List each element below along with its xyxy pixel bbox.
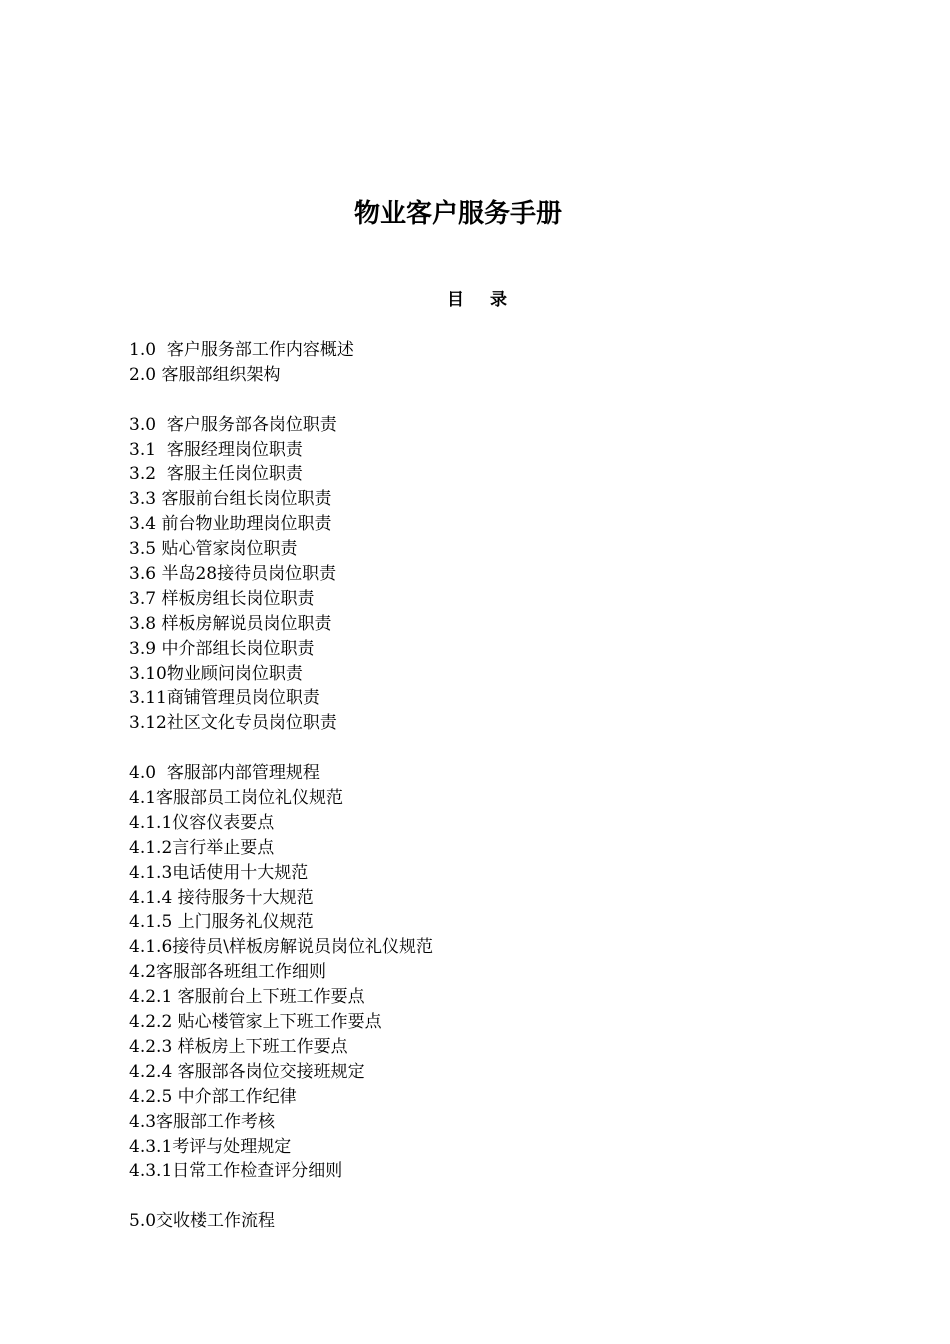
toc-entry: 4.2.1 客服前台上下班工作要点 <box>129 987 365 1008</box>
toc-heading: 目 录 <box>447 290 517 310</box>
toc-entry: 4.2客服部各班组工作细则 <box>129 962 327 983</box>
toc-entry: 3.6 半岛28接待员岗位职责 <box>129 564 337 585</box>
toc-entry: 3.1 客服经理岗位职责 <box>129 439 303 460</box>
toc-entry: 4.2.4 客服部各岗位交接班规定 <box>129 1061 365 1082</box>
toc-entry: 4.2.2 贴心楼管家上下班工作要点 <box>129 1012 382 1033</box>
toc-entry: 4.1.5 上门服务礼仪规范 <box>129 912 314 933</box>
toc-entry: 4.1.6接待员\样板房解说员岗位礼仪规范 <box>129 937 433 958</box>
toc-entry: 4.1.2言行举止要点 <box>129 837 275 858</box>
toc-entry: 3.12社区文化专员岗位职责 <box>129 713 337 734</box>
toc-entry: 2.0 客服部组织架构 <box>129 364 281 385</box>
toc-entry: 4.3.1日常工作检查评分细则 <box>129 1161 343 1182</box>
toc-entry: 4.3.1考评与处理规定 <box>129 1136 292 1157</box>
toc-entry: 4.2.5 中介部工作纪律 <box>129 1086 297 1107</box>
toc-entry: 4.1.1仪容仪表要点 <box>129 812 275 833</box>
toc-entry: 4.3客服部工作考核 <box>129 1111 276 1132</box>
document-title: 物业客户服务手册 <box>353 199 562 229</box>
toc-entry: 3.9 中介部组长岗位职责 <box>129 638 315 659</box>
toc-entry: 4.0 客服部内部管理规程 <box>129 763 320 784</box>
toc-entry: 3.8 样板房解说员岗位职责 <box>129 613 332 634</box>
toc-entry: 4.1客服部员工岗位礼仪规范 <box>129 788 344 809</box>
table-of-contents <box>129 338 849 1234</box>
toc-entry: 3.10物业顾问岗位职责 <box>129 663 303 684</box>
toc-entry: 3.3 客服前台组长岗位职责 <box>129 489 332 510</box>
toc-entry: 3.2 客服主任岗位职责 <box>129 464 303 485</box>
toc-entry: 3.11商铺管理员岗位职责 <box>129 688 320 709</box>
toc-entry: 3.4 前台物业助理岗位职责 <box>129 514 332 535</box>
toc-entry: 3.0 客户服务部各岗位职责 <box>129 414 337 435</box>
toc-entry: 4.1.4 接待服务十大规范 <box>129 887 314 908</box>
toc-entry: 4.2.3 样板房上下班工作要点 <box>129 1036 348 1057</box>
toc-entry: 5.0交收楼工作流程 <box>129 1211 276 1232</box>
toc-entry: 3.5 贴心管家岗位职责 <box>129 539 298 560</box>
toc-entry: 4.1.3电话使用十大规范 <box>129 862 309 883</box>
toc-entry: 1.0 客户服务部工作内容概述 <box>129 340 354 360</box>
toc-entry: 3.7 样板房组长岗位职责 <box>129 588 315 609</box>
